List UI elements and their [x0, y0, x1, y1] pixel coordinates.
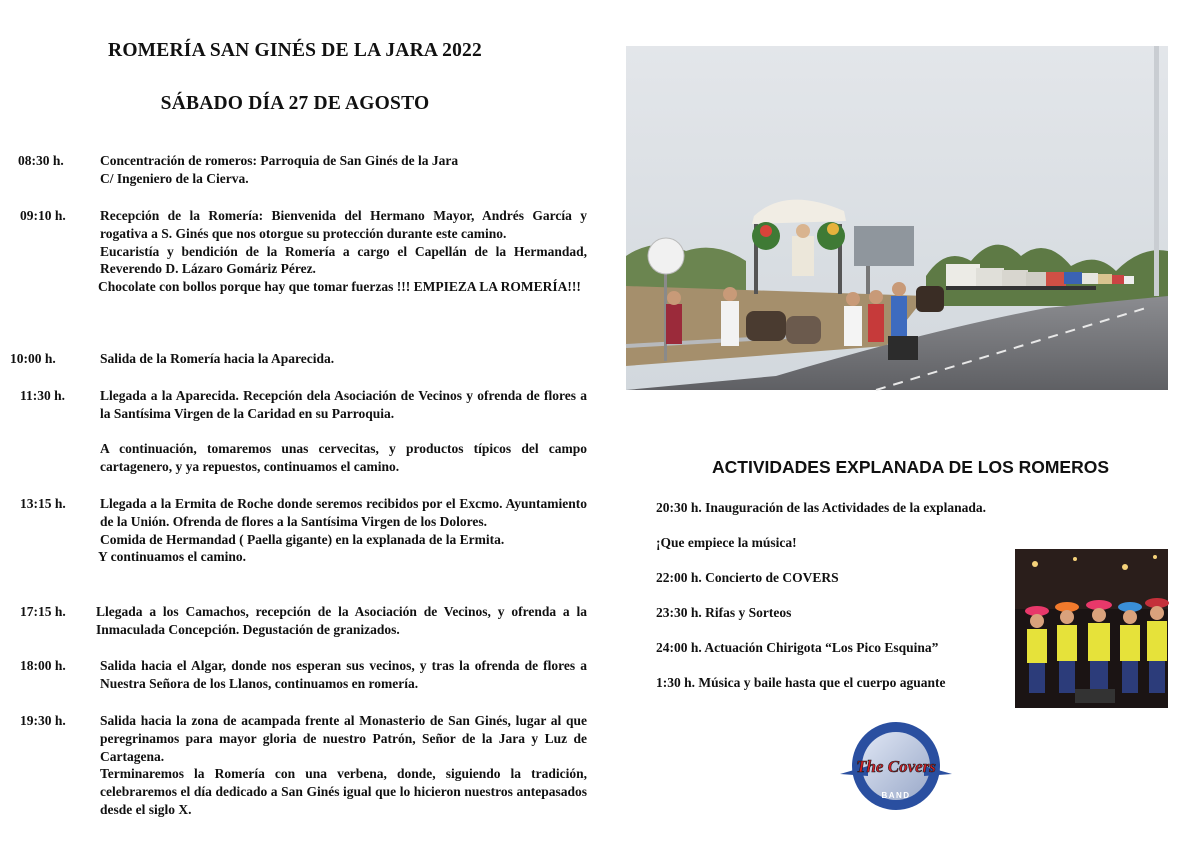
- procession-photo: [626, 46, 1168, 390]
- entry-text: Chocolate con bollos porque hay que tomar fuerzas !!! EMPIEZA LA ROMERÍA!!!: [98, 279, 581, 295]
- entry-time: 18:00 h.: [20, 658, 66, 673]
- entry-time: 13:15 h.: [20, 496, 66, 511]
- activity-item: 24:00 h. Actuación Chirigota “Los Pico Esquina”: [656, 640, 939, 655]
- entry-text: Llegada a la Ermita de Roche donde seremos recibidos por el Excmo. Ayuntamiento de la Unión. Ofrenda de flores a la Santísima Virgen de los Dolores.: [100, 496, 587, 529]
- entry-time: 11:30 h.: [20, 388, 66, 403]
- logo-name: The Covers: [856, 757, 936, 776]
- activity-item: ¡Que empiece la música!: [656, 535, 797, 550]
- entry-text: Y continuamos el camino.: [98, 549, 246, 565]
- entry-text: Llegada a la Aparecida. Recepción dela Asociación de Vecinos y ofrenda de flores a la Santísima Virgen de la Caridad en su Parroquia.: [100, 388, 587, 421]
- activity-item: 23:30 h. Rifas y Sorteos: [656, 605, 792, 620]
- entry-text: C/ Ingeniero de la Cierva.: [100, 170, 249, 186]
- page-subtitle: SÁBADO DÍA 27 DE AGOSTO: [160, 93, 430, 114]
- entry-text: Comida de Hermandad ( Paella gigante) en la explanada de la Ermita.: [100, 531, 505, 547]
- activities-title: ACTIVIDADES EXPLANADA DE LOS ROMEROS: [712, 457, 1110, 477]
- entry-text: Concentración de romeros: Parroquia de San Ginés de la Jara: [100, 153, 459, 168]
- covers-band-logo: [838, 706, 954, 814]
- entry-time: 08:30 h.: [18, 153, 64, 168]
- entry-text: A continuación, tomaremos unas cervecitas, y productos típicos del campo cartagenero, y ya repuestos, continuamos el camino.: [100, 441, 587, 475]
- entry-time: 19:30 h.: [20, 713, 66, 728]
- entry-text: Llegada a los Camachos, recepción de la Asociación de Vecinos, y ofrenda a la Inmaculada Concepción. Degustación de granizados.: [96, 604, 587, 637]
- logo-bottom-text: BAND: [881, 791, 911, 800]
- activity-item: 22:00 h. Concierto de COVERS: [656, 570, 839, 585]
- entry-text: Terminaremos la Romería con una verbena, donde, siguiendo la tradición, celebraremos el día dedicado a San Ginés igual que lo hicieron nuestros antepasados desde el siglo X.: [100, 766, 587, 817]
- activity-item: 1:30 h. Música y baile hasta que el cuerpo aguante: [656, 675, 946, 690]
- entry-text: Eucaristía y bendición de la Romería a cargo el Capellán de la Hermandad, Reverendo D. Lázaro Gomáriz Pérez.: [100, 243, 587, 277]
- page-title: ROMERÍA SAN GINÉS DE LA JARA 2022: [108, 40, 482, 61]
- activity-item: 20:30 h. Inauguración de las Actividades de la explanada.: [656, 500, 987, 515]
- entry-time: 17:15 h.: [20, 604, 66, 619]
- entry-text: Salida de la Romería hacia la Aparecida.: [100, 351, 335, 366]
- entry-time: 09:10 h.: [20, 208, 66, 223]
- logo-top-text: LIVE MUSIC: [838, 706, 900, 716]
- entry-text: Salida hacia la zona de acampada frente al Monasterio de San Ginés, lugar al que peregrinamos para mayor gloria de nuestro Patrón, Señor de la Jara y Luz de Cartagena.: [100, 713, 587, 764]
- entry-time: 10:00 h.: [10, 351, 56, 366]
- entry-text: Salida hacia el Algar, donde nos esperan sus vecinos, y tras la ofrenda de flores a Nuestra Señora de los Llanos, continuamos en romería.: [100, 658, 587, 691]
- chirigota-photo: [1015, 549, 1168, 708]
- entry-text: Recepción de la Romería: Bienvenida del Hermano Mayor, Andrés García y rogativa a S. Ginés que nos otorgue su protección durante este camino.: [100, 208, 587, 241]
